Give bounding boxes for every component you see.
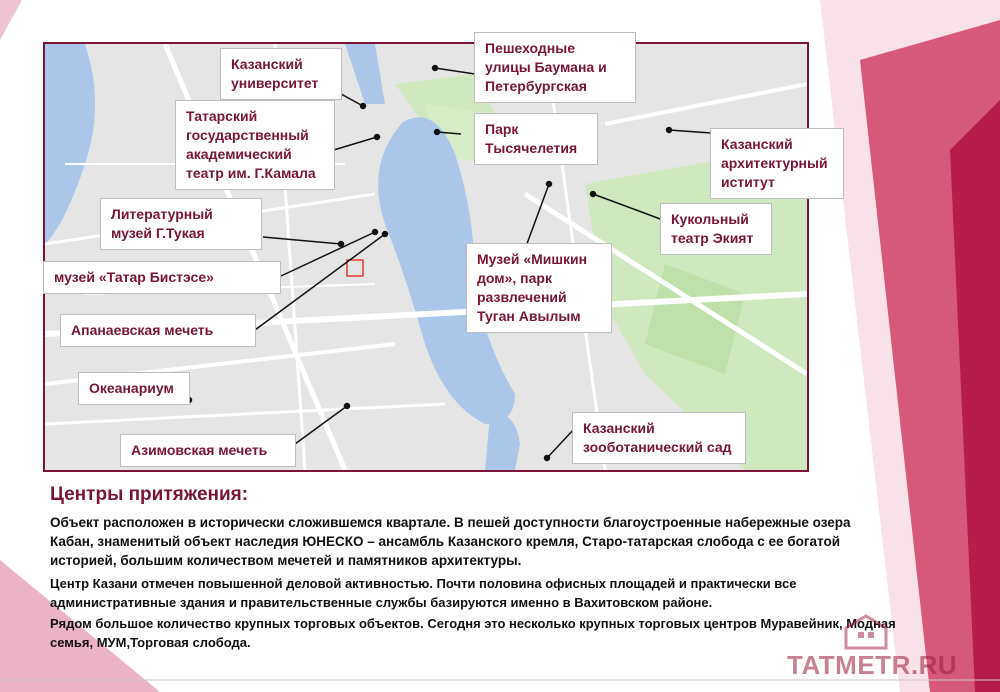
label-mishkin-museum: Музей «Мишкин дом», парк развлечений Туган Авылым <box>466 243 612 333</box>
label-tukay-museum: Литературный музей Г.Тукая <box>100 198 262 250</box>
label-zoo-garden: Казанский зооботанический сад <box>572 412 746 464</box>
label-millennium-park: Парк Тысячелетия <box>474 113 598 165</box>
watermark-logo-icon <box>842 612 890 652</box>
label-pedestrian-streets: Пешеходные улицы Баумана и Петербургская <box>474 32 636 103</box>
map-graphic <box>45 44 807 470</box>
paragraph-location: Объект расположен в исторически сложившемся квартале. В пешей доступности благоустроенные набережные озера Кабан, знаменитый объект наследия ЮНЕСКО – ансамбль Казанского кремля, Старо-татарская слобода с ее богатой историей, большим количеством мечетей и памятников архитектуры. <box>50 515 851 568</box>
label-puppet-theatre: Кукольный театр Экият <box>660 203 772 255</box>
label-oceanarium: Океанариум <box>78 372 190 405</box>
watermark-text: TATMETR.RU <box>787 650 958 680</box>
label-azimovskaya-mosque: Азимовская мечеть <box>120 434 296 467</box>
label-tatar-theatre: Татарский государственный академический театр им. Г.Камала <box>175 100 335 190</box>
label-kazan-university: Казанский университет <box>220 48 342 100</box>
label-tatar-bistese: музей «Татар Бистэсе» <box>43 261 281 294</box>
paragraph-shopping: Рядом большое количество крупных торговых объектов. Сегодня это несколько крупных торговых центров Муравейник, Модная семья, МУМ,Торговая слобода. <box>50 616 896 650</box>
label-architecture-institute: Казанский архитектурный иститут <box>710 128 844 199</box>
map[interactable] <box>43 42 809 472</box>
section-title: Центры притяжения: <box>50 484 249 505</box>
label-apanaevskaya-mosque: Апанаевская мечеть <box>60 314 256 347</box>
paragraph-business: Центр Казани отмечен повышенной деловой активностью. Почти половина офисных площадей и практически все административные здания и правительственные службы базируются именно в Вахитовском районе. <box>50 576 797 610</box>
